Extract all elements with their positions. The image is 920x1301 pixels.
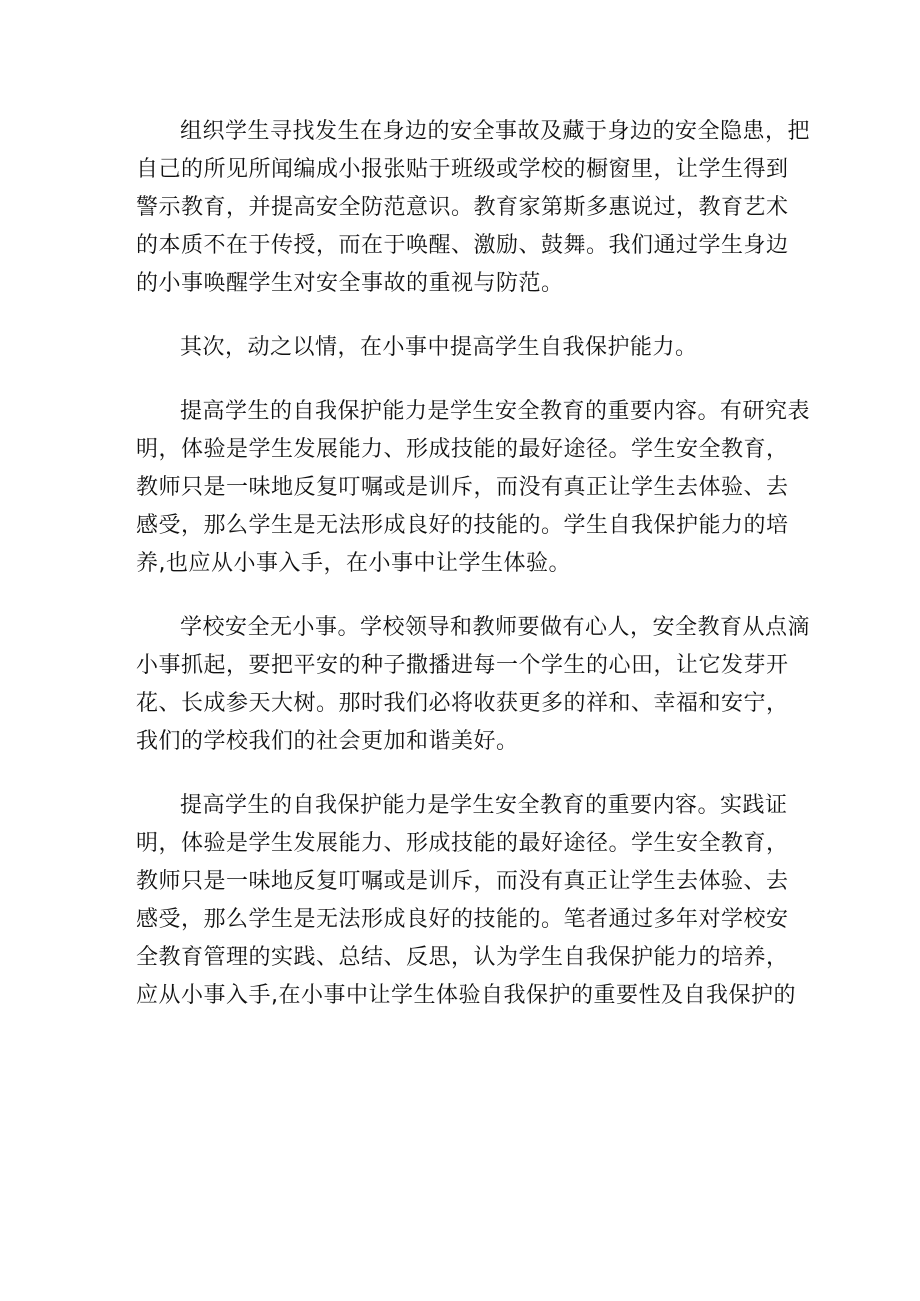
text-line: 小事抓起，要把平安的种子撒播进每一个学生的心田，让它发芽开: [136, 653, 789, 678]
text-line: 全教育管理的实践、总结、反思，认为学生自我保护能力的培养，: [136, 945, 789, 970]
text-line: 的本质不在于传授，而在于唤醒、激励、鼓舞。我们通过学生身边: [136, 233, 789, 258]
text-line: 其次，动之以情，在小事中提高学生自我保护能力。: [180, 335, 698, 360]
document-body: [136, 113, 811, 1015]
paragraph-1: [136, 113, 811, 303]
text-line: 组织学生寻找发生在身边的安全事故及藏于身边的安全隐患，把: [180, 119, 811, 144]
text-line: 提高学生的自我保护能力是学生安全教育的重要内容。有研究表: [180, 399, 811, 424]
text-line: 教师只是一味地反复叮嘱或是训斥，而没有真正让学生去体验、去: [136, 475, 789, 500]
paragraph-gap: [136, 761, 786, 787]
paragraph-gap: [136, 583, 786, 609]
text-line: 明，体验是学生发展能力、形成技能的最好途径。学生安全教育，: [136, 437, 789, 462]
text-line: 警示教育，并提高安全防范意识。教育家第斯多惠说过，教育艺术: [136, 195, 789, 220]
text-line: 明，体验是学生发展能力、形成技能的最好途径。学生安全教育，: [136, 831, 789, 856]
text-line: 的小事唤醒学生对安全事故的重视与防范。: [136, 271, 564, 296]
paragraph-3: [136, 393, 811, 583]
paragraph-4: [136, 609, 811, 761]
text-line: 自己的所见所闻编成小报张贴于班级或学校的橱窗里，让学生得到: [136, 157, 789, 182]
text-line: 养,也应从小事入手，在小事中让学生体验。: [136, 551, 571, 576]
text-line: 感受，那么学生是无法形成良好的技能的。笔者通过多年对学校安: [136, 907, 789, 932]
text-line: 学校安全无小事。学校领导和教师要做有心人，安全教育从点滴: [180, 615, 811, 640]
paragraph-gap: [136, 303, 786, 329]
text-line: 感受，那么学生是无法形成良好的技能的。学生自我保护能力的培: [136, 513, 789, 538]
text-line: 提高学生的自我保护能力是学生安全教育的重要内容。实践证: [180, 793, 788, 818]
text-line: 花、长成参天大树。那时我们必将收获更多的祥和、幸福和安宁，: [136, 691, 789, 716]
paragraph-2: [136, 329, 786, 367]
paragraph-gap: [136, 367, 786, 393]
text-line: 教师只是一味地反复叮嘱或是训斥，而没有真正让学生去体验、去: [136, 869, 789, 894]
paragraph-5: [136, 787, 796, 1015]
text-line: 我们的学校我们的社会更加和谐美好。: [136, 729, 519, 754]
text-line: 应从小事入手,在小事中让学生体验自我保护的重要性及自我保护的: [136, 983, 796, 1008]
